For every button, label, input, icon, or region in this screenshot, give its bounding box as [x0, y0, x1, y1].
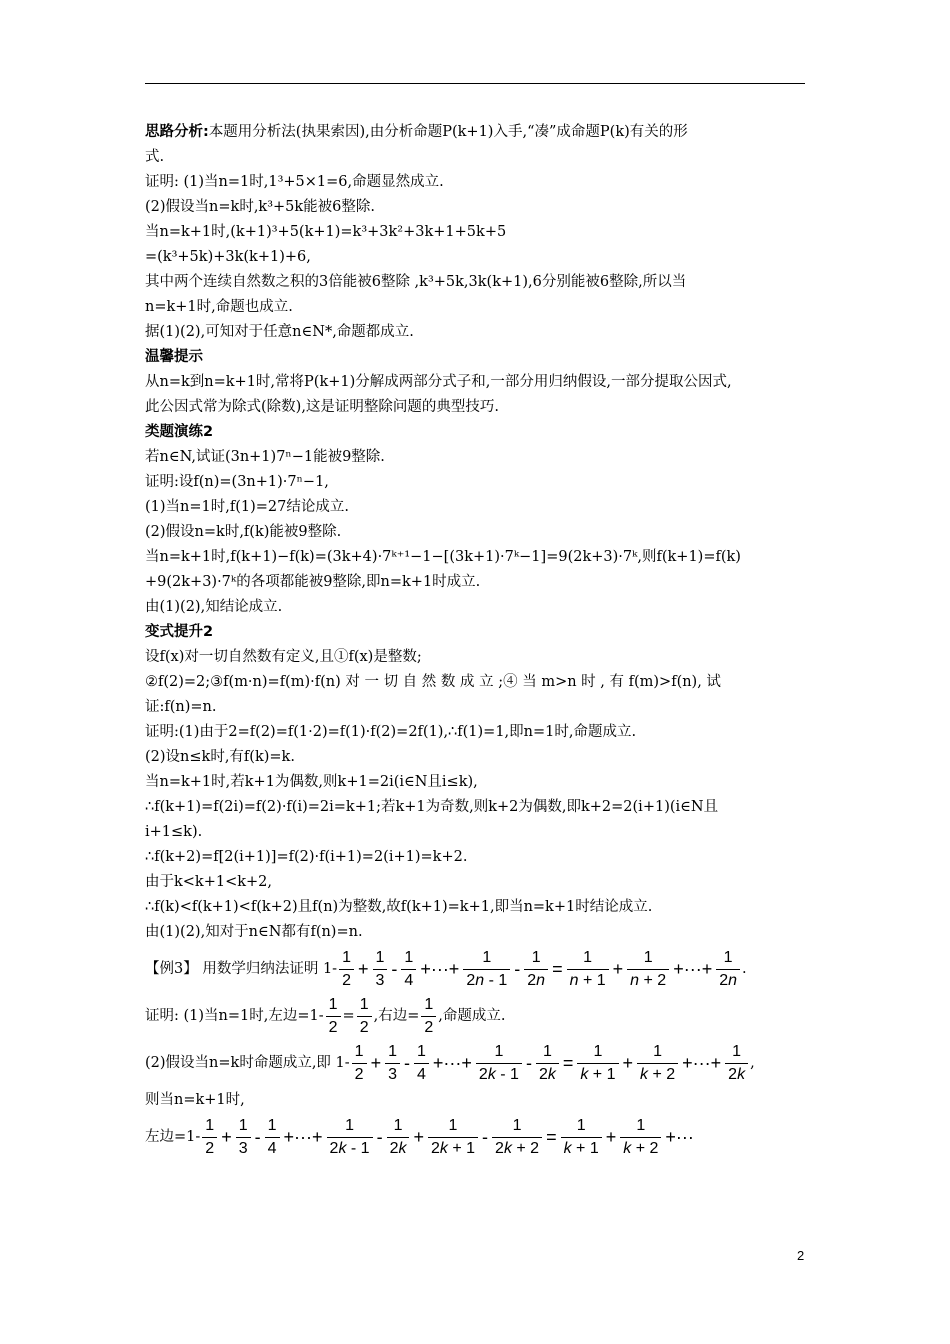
header-rule [145, 83, 805, 84]
text-line: 由(1)(2),知对于n∈N都有f(n)=n. [145, 924, 363, 940]
text-line: 证明: (1)当n=1时,1³+5×1=6,命题显然成立. [145, 174, 444, 190]
text-line: 由于k<k+1<k+2, [145, 874, 273, 890]
fraction: $\frac{1}{k + 1}$ [577, 1041, 618, 1086]
text-line: ∴f(k+2)=f[2(i+1)]=f(2)·f(i+1)=2(i+1)=k+2. [145, 849, 468, 865]
text-line: 若n∈N,试证(3n+1)7ⁿ−1能被9整除. [145, 449, 385, 465]
text-line: 证明:(1)由于2=f(2)=f(1·2)=f(1)·f(2)=2f(1),∴f(1)=1,即n=1时,命题成立. [145, 724, 637, 740]
proof-line-4: 左边=1- $\frac{1}{2}$ + $\frac{1}{3}$ - $\frac{1}{4}$ +···+ $\frac{1}{2k - 1}$ - $\frac{1}{2k}$ + $\frac{1}{2k + 1}$ - $\frac{1}{2k + 2}$ = $\frac{1}{k + 1}$ + $\frac{1}{k + 2}$ +··· [145, 1115, 810, 1160]
section-heading: 温馨提示 [145, 349, 203, 365]
fraction: $\frac{1}{2}$ [352, 1041, 367, 1086]
text-line: ∴f(k+1)=f(2i)=f(2)·f(i)=2i=k+1;若k+1为奇数,则k+2为偶数,即k+2=2(i+1)(i∈N且 [145, 799, 719, 815]
text-line: 由(1)(2),知结论成立. [145, 599, 283, 615]
proof-line-1: 证明: (1)当n=1时,左边=1- $\frac{1}{2}$ = $\frac{1}{2}$ ,右边= $\frac{1}{2}$ ,命题成立. [145, 994, 810, 1039]
section-heading: 类题演练2 [145, 424, 214, 440]
text-line: 式. [145, 149, 165, 165]
fraction: $\frac{1}{n + 2}$ [627, 947, 669, 992]
text-line: (2)假设当n=k时,k³+5k能被6整除. [145, 199, 376, 215]
text-line: 当n=k+1时,(k+1)³+5(k+1)=k³+3k²+3k+1+5k+5 [145, 224, 507, 240]
text-line: ∴f(k)<f(k+1)<f(k+2)且f(n)为整数,故f(k+1)=k+1,即当n=k+1时结论成立. [145, 899, 653, 915]
fraction: $\frac{1}{2k}$ [725, 1041, 748, 1086]
text-line: 其中两个连续自然数之积的3倍能被6整除 ,k³+5k,3k(k+1),6分别能被6整除,所以当 [145, 274, 687, 290]
text-line: 证明:设f(n)=(3n+1)·7ⁿ−1, [145, 474, 329, 490]
text-line: ②f(2)=2;③f(m·n)=f(m)·f(n) 对 一 切 自 然 数 成 立 ;④ 当 m>n 时 , 有 f(m)>f(n), 试 [145, 674, 721, 690]
fraction: $\frac{1}{3}$ [373, 947, 388, 992]
text-line: 从n=k到n=k+1时,常将P(k+1)分解成两部分式子和,一部分用归纳假设,一部分提取公因式, [145, 374, 732, 390]
fraction: $\frac{1}{2n}$ [716, 947, 740, 992]
text-line: (2)假设n=k时,f(k)能被9整除. [145, 524, 342, 540]
section-heading: 变式提升2 [145, 624, 214, 640]
page-number: 2 [797, 1248, 805, 1263]
fraction: $\frac{1}{2k - 1}$ [327, 1115, 373, 1160]
fraction: $\frac{1}{2}$ [339, 947, 354, 992]
text-line: 据(1)(2),可知对于任意n∈N*,命题都成立. [145, 324, 414, 340]
fraction: $\frac{1}{2k + 2}$ [492, 1115, 542, 1160]
fraction: $\frac{1}{3}$ [385, 1041, 400, 1086]
text-line: i+1≤k). [145, 824, 203, 840]
text-line: (1)当n=1时,f(1)=27结论成立. [145, 499, 349, 515]
section-label: 思路分析: [145, 124, 209, 140]
fraction: $\frac{1}{2}$ [357, 994, 372, 1039]
text-line: n=k+1时,命题也成立. [145, 299, 293, 315]
fraction: $\frac{1}{3}$ [236, 1115, 251, 1160]
fraction: $\frac{1}{n + 1}$ [567, 947, 609, 992]
fraction: $\frac{1}{4}$ [401, 947, 416, 992]
fraction: $\frac{1}{2k - 1}$ [476, 1041, 522, 1086]
fraction: $\frac{1}{4}$ [265, 1115, 280, 1160]
text-line: 当n=k+1时,若k+1为偶数,则k+1=2i(i∈N且i≤k), [145, 774, 478, 790]
fraction: $\frac{1}{4}$ [414, 1041, 429, 1086]
fraction: $\frac{1}{k + 2}$ [637, 1041, 678, 1086]
fraction: $\frac{1}{2k}$ [536, 1041, 559, 1086]
fraction: $\frac{1}{2n}$ [524, 947, 548, 992]
page-content [145, 120, 810, 1162]
text-line: 思路分析:本题用分析法(执果索因),由分析命题P(k+1)入手,“凑”成命题P(k)有关的形 [145, 124, 688, 140]
fraction: $\frac{1}{2k}$ [387, 1115, 410, 1160]
text-line: 此公因式常为除式(除数),这是证明整除问题的典型技巧. [145, 399, 500, 415]
text-line: +9(2k+3)·7ᵏ的各项都能被9整除,即n=k+1时成立. [145, 574, 481, 590]
text-line: 证:f(n)=n. [145, 699, 217, 715]
fraction: $\frac{1}{2}$ [326, 994, 341, 1039]
fraction: $\frac{1}{2n - 1}$ [463, 947, 510, 992]
text-line: 当n=k+1时,f(k+1)−f(k)=(3k+4)·7ᵏ⁺¹−1−[(3k+1)·7ᵏ−1]=9(2k+3)·7ᵏ,则f(k+1)=f(k) [145, 549, 741, 565]
fraction: $\frac{1}{2}$ [421, 994, 436, 1039]
text-line: (2)设n≤k时,有f(k)=k. [145, 749, 295, 765]
example-3-formula: 【例3】 用数学归纳法证明 1- $\frac{1}{2}$ + $\frac{1}{3}$ - $\frac{1}{4}$ +···+ $\frac{1}{2n - 1}$ - $\frac{1}{2n}$ = $\frac{1}{n + 1}$ + $\frac{1}{n + 2}$ +···+ $\frac{1}{2n}$ . [145, 947, 810, 992]
fraction: $\frac{1}{2k + 1}$ [428, 1115, 478, 1160]
text-line: =(k³+5k)+3k(k+1)+6, [145, 249, 311, 265]
text-line: 设f(x)对一切自然数有定义,且①f(x)是整数; [145, 649, 422, 665]
fraction: $\frac{1}{2}$ [202, 1115, 217, 1160]
fraction: $\frac{1}{k + 1}$ [561, 1115, 602, 1160]
text-line: 则当n=k+1时, [145, 1092, 245, 1108]
example-label: 【例3】 [145, 961, 198, 977]
proof-line-2: (2)假设当n=k时命题成立,即 1- $\frac{1}{2}$ + $\frac{1}{3}$ - $\frac{1}{4}$ +···+ $\frac{1}{2k - 1}$ - $\frac{1}{2k}$ = $\frac{1}{k + 1}$ + $\frac{1}{k + 2}$ +···+ $\frac{1}{2k}$ , [145, 1041, 810, 1086]
fraction: $\frac{1}{k + 2}$ [620, 1115, 661, 1160]
